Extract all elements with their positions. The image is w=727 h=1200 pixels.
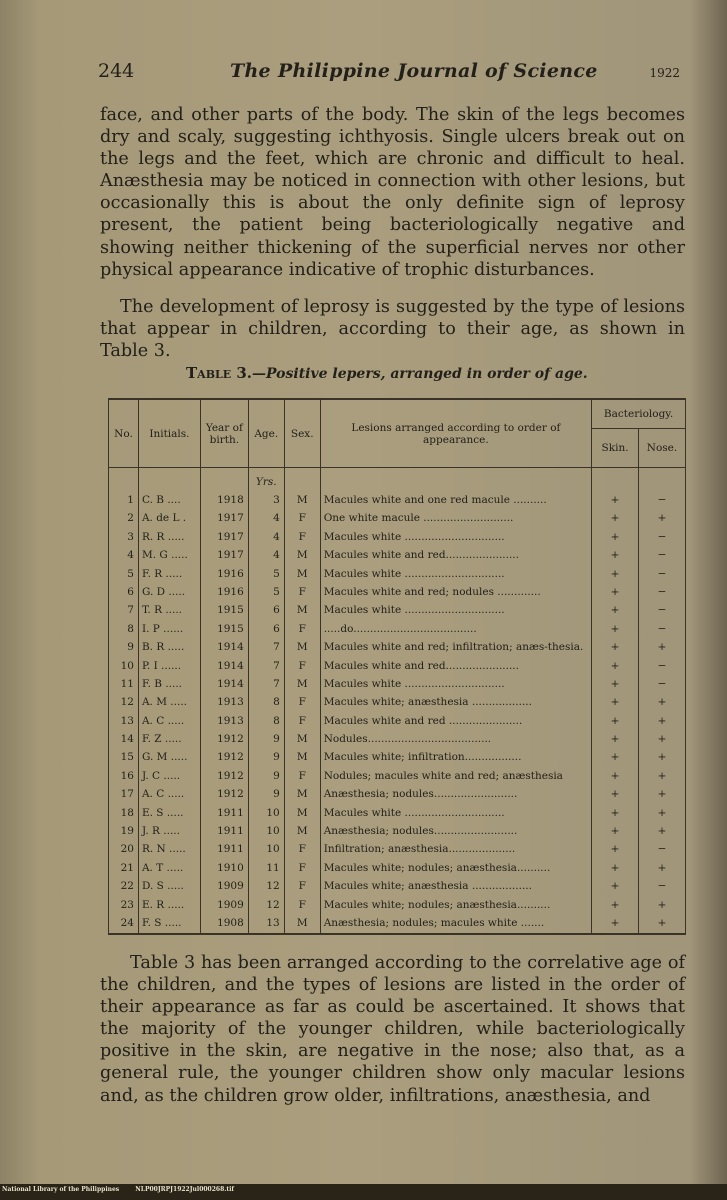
cell-age: 8	[248, 713, 284, 731]
table-row	[109, 584, 686, 602]
cell-nose: −	[639, 841, 686, 859]
cell-sex: M	[284, 731, 320, 749]
cell-year: 1913	[200, 713, 248, 731]
cell-nose: +	[639, 510, 686, 528]
cell-lesions: Macules white and red......................	[320, 658, 591, 676]
cell-year: 1911	[200, 805, 248, 823]
cell-no: 17	[109, 786, 139, 804]
cell-initials: A. C .....	[138, 786, 200, 804]
cell-no: 14	[109, 731, 139, 749]
publication-year: 1922	[649, 66, 680, 80]
table-row	[109, 676, 686, 694]
cell-age: 3	[248, 492, 284, 510]
cell-age: 7	[248, 676, 284, 694]
cell-no: 11	[109, 676, 139, 694]
cell-nose: +	[639, 694, 686, 712]
table-row	[109, 805, 686, 823]
cell-lesions: Macules white ..............................	[320, 805, 591, 823]
cell-lesions: Macules white ..............................	[320, 676, 591, 694]
cell-year: 1910	[200, 860, 248, 878]
cell-lesions: Macules white ..............................	[320, 529, 591, 547]
header-bacteriology: Bacteriology.	[592, 399, 686, 429]
cell-age: 10	[248, 805, 284, 823]
cell-year: 1912	[200, 768, 248, 786]
cell-nose: +	[639, 915, 686, 934]
cell-initials: A. M .....	[138, 694, 200, 712]
cell-year: 1912	[200, 786, 248, 804]
header-nose: Nose.	[639, 429, 686, 468]
cell-no: 21	[109, 860, 139, 878]
cell-skin: +	[592, 492, 639, 510]
cell-lesions: Macules white ..............................	[320, 602, 591, 620]
cell-lesions: One white macule ...........................	[320, 510, 591, 528]
cell-age: 7	[248, 658, 284, 676]
cell-nose: −	[639, 621, 686, 639]
cell-year: 1911	[200, 841, 248, 859]
header-no: No.	[109, 399, 139, 468]
cell-lesions: Macules white and red ......................	[320, 713, 591, 731]
cell-initials: C. B ....	[138, 492, 200, 510]
cell-skin: +	[592, 621, 639, 639]
cell-nose: +	[639, 768, 686, 786]
cell-skin: +	[592, 658, 639, 676]
cell-sex: F	[284, 878, 320, 896]
header-initials: Initials.	[138, 399, 200, 468]
cell-lesions: Nodules; macules white and red; anæsthesia	[320, 768, 591, 786]
cell-sex: F	[284, 713, 320, 731]
cell-age: 10	[248, 823, 284, 841]
cell-lesions: Macules white; anæsthesia ..................	[320, 878, 591, 896]
cell-nose: +	[639, 639, 686, 657]
cell-sex: M	[284, 602, 320, 620]
cell-no: 5	[109, 566, 139, 584]
cell-initials: J. C .....	[138, 768, 200, 786]
cell-sex: M	[284, 492, 320, 510]
cell-initials: A. T .....	[138, 860, 200, 878]
cell-no: 13	[109, 713, 139, 731]
header-age: Age.	[248, 399, 284, 468]
cell-lesions: Macules white and red; nodules .............	[320, 584, 591, 602]
cell-skin: +	[592, 566, 639, 584]
table-row	[109, 731, 686, 749]
cell-skin: +	[592, 768, 639, 786]
cell-sex: F	[284, 621, 320, 639]
footer-file: NLP00JRPJ1922Jul000268.tif	[135, 1186, 234, 1193]
table-row	[109, 860, 686, 878]
cell-initials: R. R .....	[138, 529, 200, 547]
cell-no: 2	[109, 510, 139, 528]
cell-skin: +	[592, 749, 639, 767]
cell-year: 1908	[200, 915, 248, 934]
cell-initials: T. R .....	[138, 602, 200, 620]
cell-year: 1917	[200, 510, 248, 528]
cell-skin: +	[592, 547, 639, 565]
cell-no: 10	[109, 658, 139, 676]
table-body	[109, 468, 686, 935]
cell-lesions: Macules white and red......................	[320, 547, 591, 565]
cell-sex: F	[284, 768, 320, 786]
cell-age: 9	[248, 731, 284, 749]
header-lesions: Lesions arranged according to order of appearance.	[320, 399, 591, 468]
cell-age: 9	[248, 768, 284, 786]
cell-no: 22	[109, 878, 139, 896]
table-row	[109, 768, 686, 786]
cell-initials: P. I ......	[138, 658, 200, 676]
cell-sex: F	[284, 897, 320, 915]
table-caption-label: Table 3.	[186, 364, 252, 382]
cell-year: 1918	[200, 492, 248, 510]
cell-initials: M. G .....	[138, 547, 200, 565]
cell-skin: +	[592, 602, 639, 620]
cell-no: 18	[109, 805, 139, 823]
cell-lesions: .....do.....................................	[320, 621, 591, 639]
table-row	[109, 749, 686, 767]
cell-skin: +	[592, 529, 639, 547]
table-row	[109, 713, 686, 731]
table-row	[109, 529, 686, 547]
footer-library: National Library of the Philippines	[2, 1186, 120, 1193]
cell-initials: F. B .....	[138, 676, 200, 694]
cell-skin: +	[592, 676, 639, 694]
age-unit: Yrs.	[248, 468, 284, 493]
cell-nose: −	[639, 529, 686, 547]
cell-lesions: Anæsthesia; nodules.........................	[320, 786, 591, 804]
table-row	[109, 694, 686, 712]
header-sex: Sex.	[284, 399, 320, 468]
cell-lesions: Macules white; infiltration.................	[320, 749, 591, 767]
cell-skin: +	[592, 860, 639, 878]
paragraph-1-text: face, and other parts of the body. The skin of the legs becomes dry and scaly, suggesting ichthyosis. Single ulcers break out on the legs and the feet, which are chronic and difficult to heal. Anæsthesia may be noticed in connection with other lesions, but occasionally this is about the only definite sign of leprosy present, the patient being bacteriologically negative and showing neither thickening of the superficial nerves nor other physical appearance indicative of trophic disturbances.	[100, 105, 685, 280]
cell-skin: +	[592, 584, 639, 602]
cell-skin: +	[592, 805, 639, 823]
page-header	[98, 60, 688, 90]
cell-sex: F	[284, 510, 320, 528]
header-year-of-birth: Year of birth.	[200, 399, 248, 468]
cell-lesions: Macules white ..............................	[320, 566, 591, 584]
cell-no: 6	[109, 584, 139, 602]
cell-lesions: Infiltration; anæsthesia....................	[320, 841, 591, 859]
cell-sex: M	[284, 639, 320, 657]
cell-nose: +	[639, 786, 686, 804]
cell-nose: −	[639, 878, 686, 896]
cell-initials: J. R .....	[138, 823, 200, 841]
cell-skin: +	[592, 841, 639, 859]
table-caption-text: —Positive lepers, arranged in order of age.	[252, 366, 588, 382]
cell-year: 1915	[200, 621, 248, 639]
cell-no: 23	[109, 897, 139, 915]
cell-initials: F. S .....	[138, 915, 200, 934]
cell-year: 1912	[200, 749, 248, 767]
cell-lesions: Macules white; nodules; anæsthesia..........	[320, 897, 591, 915]
journal-title: The Philippine Journal of Science	[230, 60, 598, 82]
table-row	[109, 566, 686, 584]
header-skin: Skin.	[592, 429, 639, 468]
cell-year: 1917	[200, 547, 248, 565]
cell-age: 11	[248, 860, 284, 878]
cell-year: 1914	[200, 676, 248, 694]
cell-skin: +	[592, 510, 639, 528]
cell-no: 7	[109, 602, 139, 620]
cell-age: 6	[248, 621, 284, 639]
cell-age: 9	[248, 749, 284, 767]
cell-sex: M	[284, 547, 320, 565]
cell-skin: +	[592, 915, 639, 934]
paragraph-3	[100, 952, 685, 1107]
cell-age: 9	[248, 786, 284, 804]
cell-year: 1914	[200, 658, 248, 676]
cell-age: 4	[248, 529, 284, 547]
cell-age: 7	[248, 639, 284, 657]
table-row	[109, 823, 686, 841]
cell-skin: +	[592, 878, 639, 896]
page-number: 244	[98, 60, 135, 82]
cell-nose: +	[639, 897, 686, 915]
table-row	[109, 915, 686, 934]
cell-age: 10	[248, 841, 284, 859]
cell-nose: −	[639, 547, 686, 565]
table-row	[109, 658, 686, 676]
cell-no: 3	[109, 529, 139, 547]
cell-no: 1	[109, 492, 139, 510]
cell-initials: E. S .....	[138, 805, 200, 823]
cell-nose: −	[639, 492, 686, 510]
cell-year: 1914	[200, 639, 248, 657]
cell-age: 4	[248, 547, 284, 565]
paragraph-1	[100, 104, 685, 281]
cell-year: 1909	[200, 878, 248, 896]
cell-sex: M	[284, 566, 320, 584]
table-row	[109, 841, 686, 859]
cell-initials: D. S .....	[138, 878, 200, 896]
table-row	[109, 878, 686, 896]
cell-year: 1917	[200, 529, 248, 547]
table-row	[109, 547, 686, 565]
table-row	[109, 510, 686, 528]
cell-year: 1915	[200, 602, 248, 620]
cell-age: 13	[248, 915, 284, 934]
cell-year: 1916	[200, 566, 248, 584]
cell-skin: +	[592, 713, 639, 731]
table-row	[109, 492, 686, 510]
cell-age: 6	[248, 602, 284, 620]
cell-nose: −	[639, 676, 686, 694]
cell-sex: F	[284, 694, 320, 712]
cell-skin: +	[592, 694, 639, 712]
cell-initials: A. de L .	[138, 510, 200, 528]
table-row	[109, 786, 686, 804]
cell-initials: A. C .....	[138, 713, 200, 731]
cell-lesions: Nodules.....................................	[320, 731, 591, 749]
paragraph-3-text: Table 3 has been arranged according to the correlative age of the children, and the types of lesions are listed in the order of their appearance as far as could be ascertained. It shows that the majority of the younger children, while bacteriologically positive in the skin, are negative in the nose; also that, as a general rule, the younger children show only macular lesions and, as the children grow older, infiltrations, anæsthesia, and	[100, 953, 685, 1106]
cell-sex: M	[284, 749, 320, 767]
cell-lesions: Macules white; anæsthesia ..................	[320, 694, 591, 712]
cell-initials: F. Z .....	[138, 731, 200, 749]
paragraph-2-text: The development of leprosy is suggested by the type of lesions that appear in children, according to their age, as shown in Table 3.	[100, 297, 685, 362]
cell-nose: +	[639, 731, 686, 749]
cell-year: 1916	[200, 584, 248, 602]
cell-initials: G. M .....	[138, 749, 200, 767]
cell-nose: +	[639, 749, 686, 767]
table-row	[109, 621, 686, 639]
cell-sex: F	[284, 529, 320, 547]
cell-initials: F. R .....	[138, 566, 200, 584]
cell-lesions: Anæsthesia; nodules.........................	[320, 823, 591, 841]
cell-sex: F	[284, 841, 320, 859]
cell-sex: M	[284, 805, 320, 823]
cell-lesions: Anæsthesia; nodules; macules white .......	[320, 915, 591, 934]
cell-sex: F	[284, 584, 320, 602]
cell-no: 16	[109, 768, 139, 786]
cell-no: 20	[109, 841, 139, 859]
cell-skin: +	[592, 823, 639, 841]
cell-sex: F	[284, 860, 320, 878]
cell-year: 1911	[200, 823, 248, 841]
cell-initials: I. P ......	[138, 621, 200, 639]
cell-age: 4	[248, 510, 284, 528]
cell-initials: R. N .....	[138, 841, 200, 859]
cell-no: 15	[109, 749, 139, 767]
table-row	[109, 602, 686, 620]
cell-initials: G. D .....	[138, 584, 200, 602]
cell-no: 24	[109, 915, 139, 934]
cell-nose: −	[639, 584, 686, 602]
cell-nose: −	[639, 602, 686, 620]
cell-lesions: Macules white and one red macule ..........	[320, 492, 591, 510]
units-row	[109, 468, 686, 493]
cell-nose: +	[639, 860, 686, 878]
cell-nose: +	[639, 713, 686, 731]
cell-skin: +	[592, 639, 639, 657]
cell-nose: −	[639, 566, 686, 584]
cell-skin: +	[592, 731, 639, 749]
cell-sex: M	[284, 915, 320, 934]
scan-footer	[2, 1186, 302, 1193]
cell-sex: F	[284, 658, 320, 676]
cell-sex: M	[284, 786, 320, 804]
cell-no: 19	[109, 823, 139, 841]
cell-initials: B. R .....	[138, 639, 200, 657]
cell-no: 12	[109, 694, 139, 712]
cell-skin: +	[592, 786, 639, 804]
cell-nose: +	[639, 823, 686, 841]
cell-no: 9	[109, 639, 139, 657]
cell-sex: M	[284, 676, 320, 694]
cell-skin: +	[592, 897, 639, 915]
cell-age: 8	[248, 694, 284, 712]
cell-no: 4	[109, 547, 139, 565]
cell-initials: E. R .....	[138, 897, 200, 915]
cell-year: 1909	[200, 897, 248, 915]
cell-age: 12	[248, 897, 284, 915]
cell-lesions: Macules white; nodules; anæsthesia..........	[320, 860, 591, 878]
cell-sex: M	[284, 823, 320, 841]
cell-year: 1913	[200, 694, 248, 712]
cell-nose: +	[639, 805, 686, 823]
cell-lesions: Macules white and red; infiltration; anæs-thesia.	[320, 639, 591, 657]
table-row	[109, 897, 686, 915]
paragraph-2	[100, 296, 685, 362]
cell-no: 8	[109, 621, 139, 639]
cell-nose: −	[639, 658, 686, 676]
cell-year: 1912	[200, 731, 248, 749]
cell-age: 12	[248, 878, 284, 896]
cell-age: 5	[248, 566, 284, 584]
lepers-table	[108, 398, 686, 935]
cell-age: 5	[248, 584, 284, 602]
table-row	[109, 639, 686, 657]
table-caption	[186, 364, 626, 382]
